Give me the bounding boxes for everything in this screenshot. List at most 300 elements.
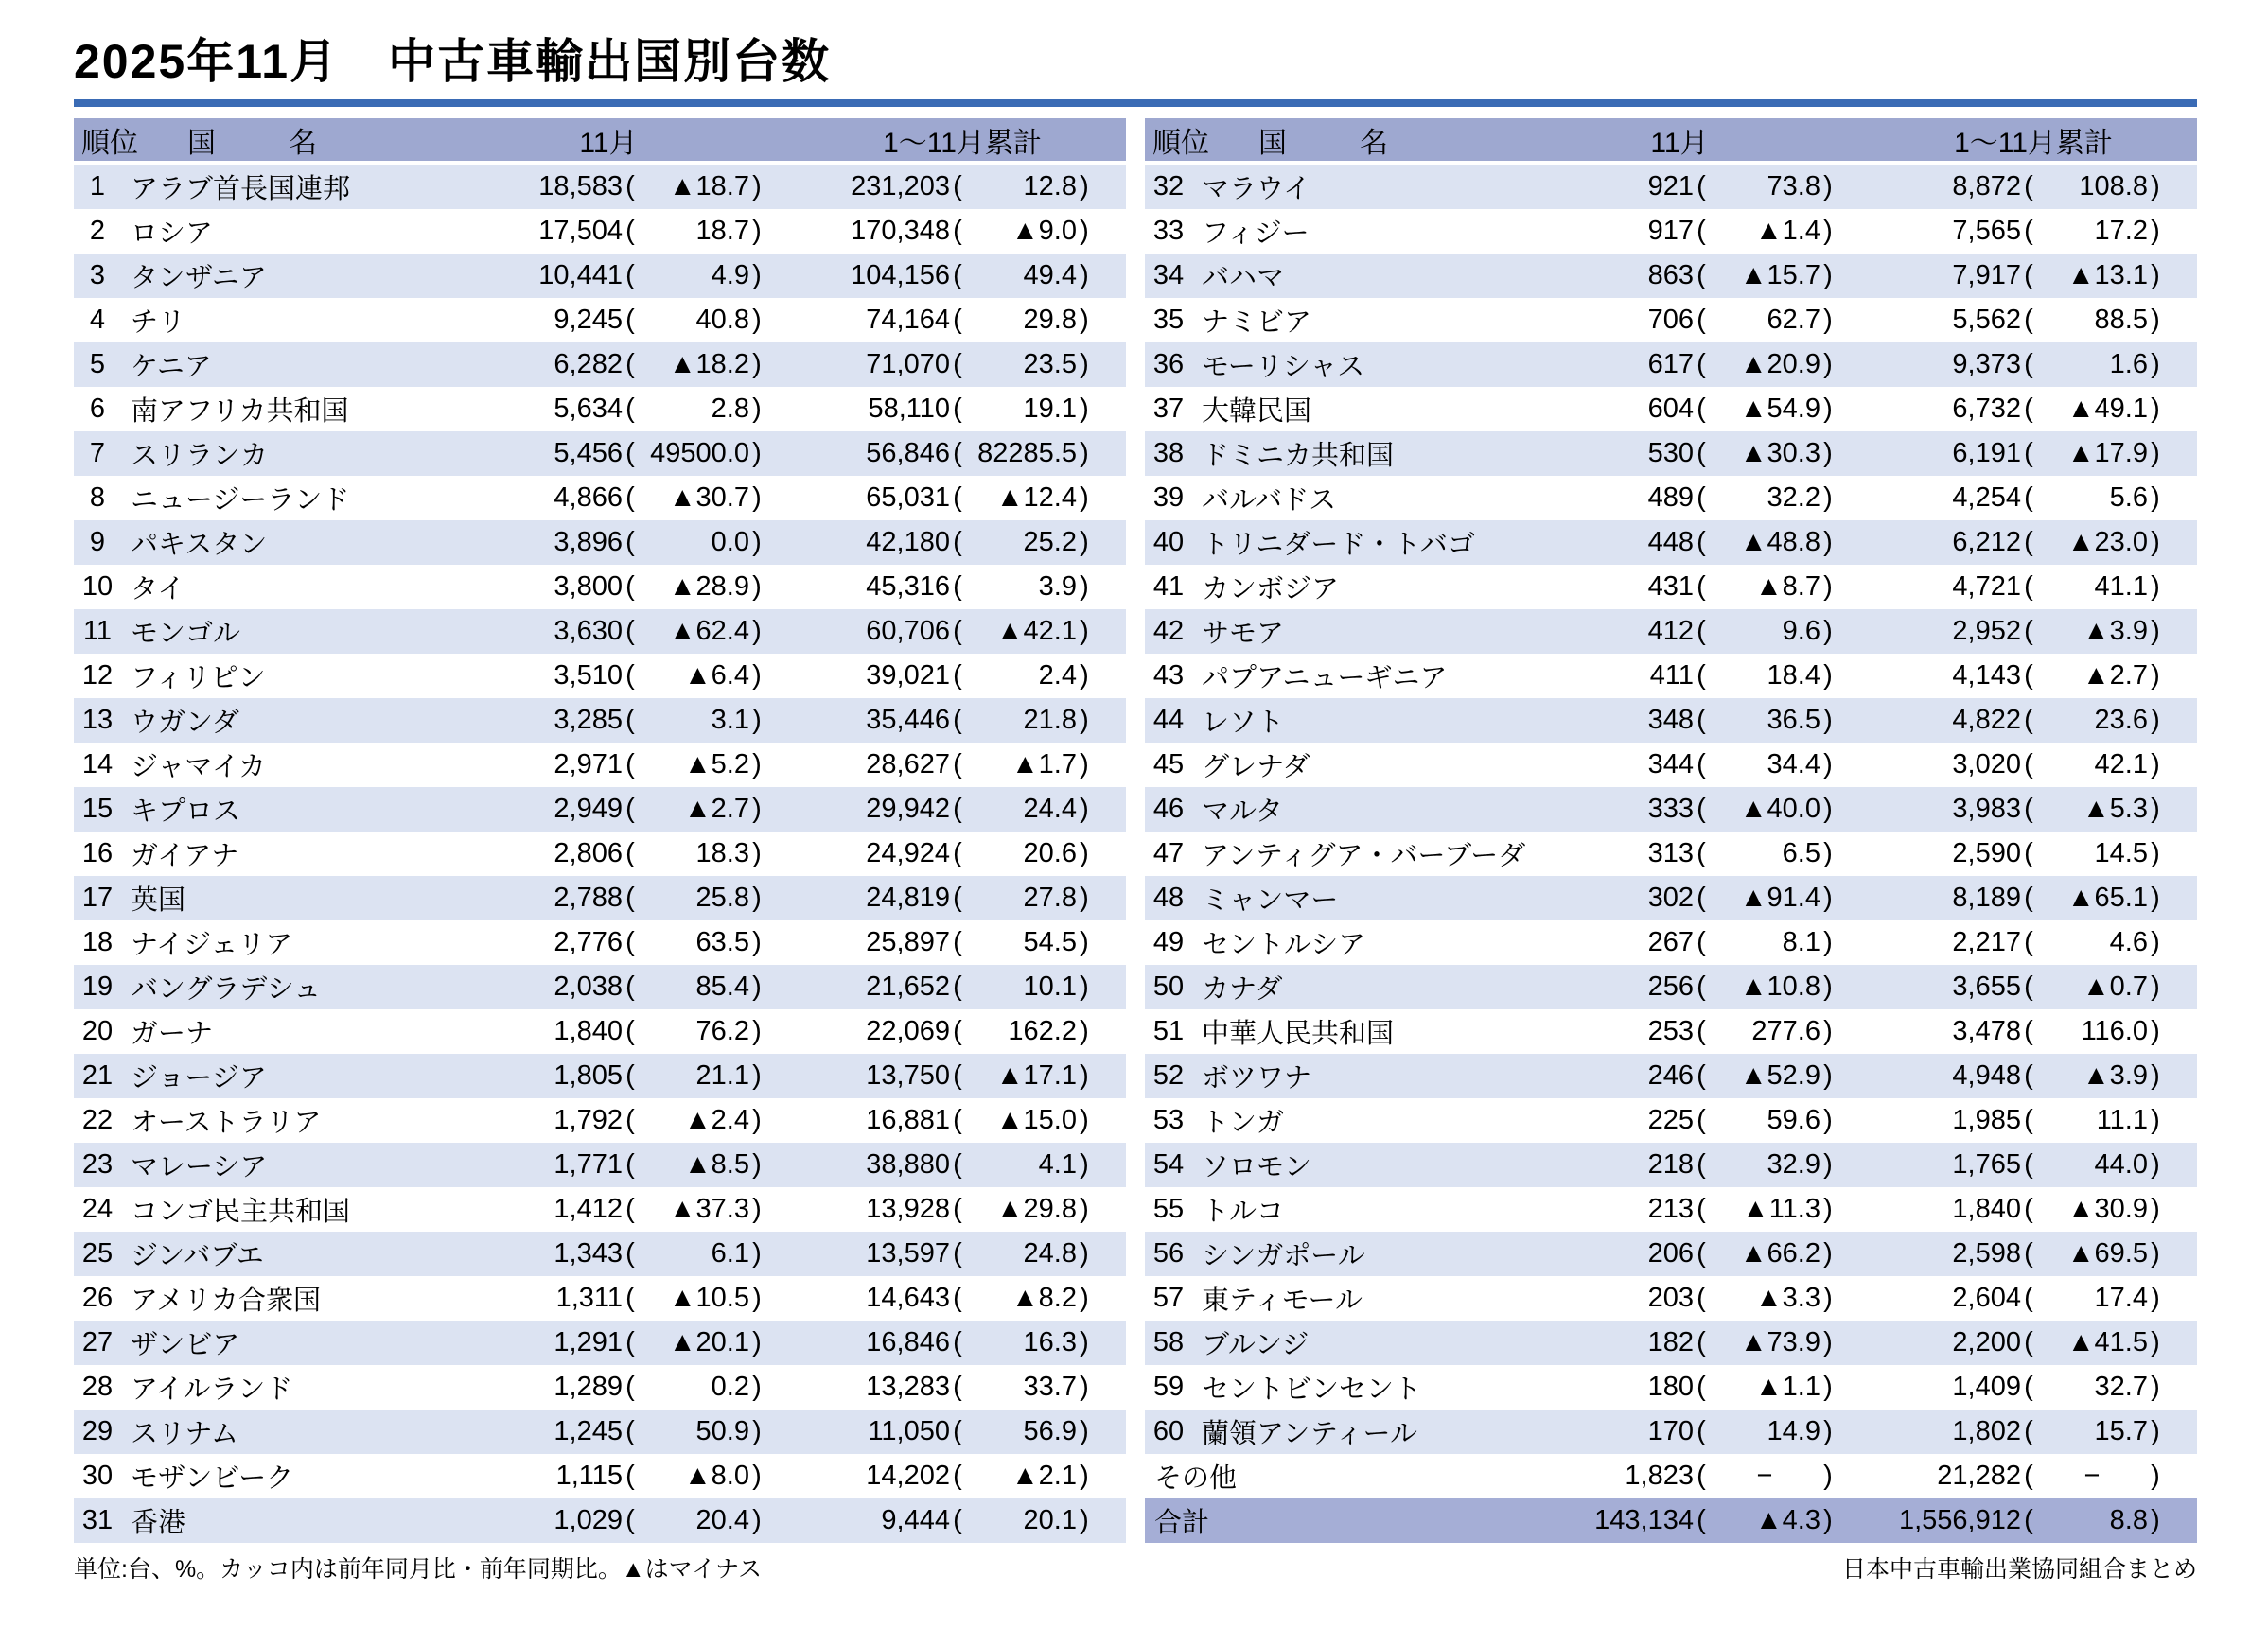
percent-change: ▲10.8 <box>1739 972 1820 1002</box>
rank-cell: 31 <box>81 1505 114 1535</box>
rank-cell: 26 <box>81 1283 114 1313</box>
table-row <box>1145 1009 2197 1054</box>
november-cell <box>1523 749 1836 780</box>
open-paren: ( <box>625 1283 635 1313</box>
november-cell <box>1523 1505 1836 1536</box>
close-paren: ) <box>1080 972 1089 1002</box>
close-paren: ) <box>1823 1505 1833 1535</box>
table-row <box>74 1454 1126 1498</box>
percent-change: 62.7 <box>1767 305 1820 335</box>
percent-change: ▲23.0 <box>2066 527 2148 557</box>
rank-cell: 13 <box>81 705 114 735</box>
value: 16,846 <box>866 1327 950 1357</box>
percent-change: ▲65.1 <box>2066 883 2148 913</box>
country-cell: バングラデシュ <box>131 974 322 1005</box>
value: 1,291 <box>554 1327 623 1357</box>
november-cell <box>452 571 765 603</box>
cumulative-cell <box>1836 394 2197 425</box>
november-cell <box>1523 438 1836 469</box>
open-paren: ( <box>2024 1105 2033 1135</box>
country-cell: ニュージーランド <box>131 485 350 516</box>
table-row <box>1145 832 2197 876</box>
close-paren: ) <box>1080 616 1089 646</box>
percent-change: ▲2.1 <box>1011 1461 1077 1491</box>
percent-change: 10.1 <box>1023 972 1077 1002</box>
open-paren: ( <box>2024 305 2033 335</box>
value: 1,840 <box>1952 1194 2021 1224</box>
table-header <box>74 118 1126 161</box>
value: 21,282 <box>1937 1461 2021 1491</box>
close-paren: ) <box>752 972 762 1002</box>
close-paren: ) <box>2151 438 2160 468</box>
percent-change: 2.4 <box>1038 660 1077 691</box>
percent-change: 24.8 <box>1023 1238 1077 1269</box>
percent-change: ▲8.7 <box>1754 571 1820 602</box>
value: 206 <box>1647 1238 1694 1269</box>
november-cell <box>452 1149 765 1181</box>
percent-change: 12.8 <box>1023 171 1077 201</box>
open-paren: ( <box>953 349 962 379</box>
rank-cell: 24 <box>81 1194 114 1224</box>
open-paren: ( <box>2024 1461 2033 1491</box>
open-paren: ( <box>2024 883 2033 913</box>
open-paren: ( <box>625 616 635 646</box>
close-paren: ) <box>1823 883 1833 913</box>
value: 225 <box>1647 1105 1694 1135</box>
close-paren: ) <box>2151 1016 2160 1046</box>
value: 253 <box>1647 1016 1694 1046</box>
rank-cell: 10 <box>81 571 114 602</box>
november-cell <box>452 305 765 336</box>
cumulative-cell <box>765 216 1126 247</box>
percent-change: 32.9 <box>1767 1149 1820 1180</box>
value: 1,029 <box>554 1505 623 1535</box>
open-paren: ( <box>953 438 962 468</box>
november-cell <box>1523 571 1836 603</box>
close-paren: ) <box>1080 260 1089 290</box>
open-paren: ( <box>625 1238 635 1269</box>
close-paren: ) <box>2151 1283 2160 1313</box>
close-paren: ) <box>2151 527 2160 557</box>
rank-cell: 43 <box>1152 660 1185 691</box>
close-paren: ) <box>752 260 762 290</box>
value: 6,732 <box>1952 394 2021 424</box>
table-row <box>1145 1187 2197 1232</box>
close-paren: ) <box>752 660 762 691</box>
close-paren: ) <box>2151 1461 2160 1491</box>
november-cell <box>1523 394 1836 425</box>
close-paren: ) <box>752 883 762 913</box>
percent-change: 50.9 <box>695 1416 749 1446</box>
table-row <box>1145 387 2197 431</box>
cumulative-cell <box>765 794 1126 825</box>
table-row <box>1145 520 2197 565</box>
open-paren: ( <box>1697 171 1706 201</box>
value: 3,510 <box>554 660 623 691</box>
close-paren: ) <box>1823 972 1833 1002</box>
tables-wrap <box>74 118 2197 1543</box>
country-cell: セントビンセント <box>1202 1375 1422 1405</box>
value: 3,478 <box>1952 1016 2021 1046</box>
rank-cell: 56 <box>1152 1238 1185 1269</box>
footnote-units: 単位:台、%。カッコ内は前年同月比・前年同期比。▲はマイナス <box>74 1556 763 1583</box>
open-paren: ( <box>2024 838 2033 868</box>
value: 4,143 <box>1952 660 2021 691</box>
value: 71,070 <box>866 349 950 379</box>
percent-change: ▲12.4 <box>995 482 1077 513</box>
close-paren: ) <box>1080 216 1089 246</box>
value: 60,706 <box>866 616 950 646</box>
open-paren: ( <box>625 927 635 957</box>
open-paren: ( <box>953 1238 962 1269</box>
value: 28,627 <box>866 749 950 779</box>
percent-change: 59.6 <box>1767 1105 1820 1135</box>
november-cell <box>452 838 765 869</box>
country-cell: マレーシア <box>131 1152 268 1182</box>
rank-cell: 20 <box>81 1016 114 1046</box>
close-paren: ) <box>1080 171 1089 201</box>
close-paren: ) <box>2151 794 2160 824</box>
open-paren: ( <box>625 1060 635 1091</box>
open-paren: ( <box>953 1283 962 1313</box>
rank-cell: 18 <box>81 927 114 957</box>
value: 1,409 <box>1952 1372 2021 1402</box>
col-header-rank: 順位 <box>1152 127 1209 159</box>
close-paren: ) <box>752 171 762 201</box>
close-paren: ) <box>752 1194 762 1224</box>
open-paren: ( <box>1697 1283 1706 1313</box>
open-paren: ( <box>625 260 635 290</box>
percent-change: ▲30.3 <box>1739 438 1820 468</box>
cumulative-cell <box>765 1060 1126 1092</box>
value: 1,343 <box>554 1238 623 1269</box>
value: 14,643 <box>866 1283 950 1313</box>
percent-change: ▲40.0 <box>1739 794 1820 824</box>
value: 256 <box>1647 972 1694 1002</box>
open-paren: ( <box>1697 660 1706 691</box>
open-paren: ( <box>1697 1105 1706 1135</box>
percent-change: 20.1 <box>1023 1505 1077 1535</box>
percent-change: ▲13.1 <box>2066 260 2148 290</box>
country-cell: コンゴ民主共和国 <box>131 1197 351 1227</box>
table-row <box>1145 654 2197 698</box>
percent-change: ▲73.9 <box>1739 1327 1820 1357</box>
open-paren: ( <box>953 1327 962 1357</box>
close-paren: ) <box>1080 838 1089 868</box>
open-paren: ( <box>2024 438 2033 468</box>
table-body-right <box>1145 165 2197 1543</box>
rank-cell: 44 <box>1152 705 1185 735</box>
close-paren: ) <box>1823 838 1833 868</box>
open-paren: ( <box>2024 972 2033 1002</box>
open-paren: ( <box>1697 838 1706 868</box>
cumulative-cell <box>765 660 1126 692</box>
country-cell: レソト <box>1202 708 1285 738</box>
close-paren: ) <box>1823 1461 1833 1491</box>
country-cell: バハマ <box>1202 263 1285 293</box>
rank-cell: 36 <box>1152 349 1185 379</box>
close-paren: ) <box>1080 1105 1089 1135</box>
country-cell: アラブ首長国連邦 <box>131 174 351 204</box>
value: 4,254 <box>1952 482 2021 513</box>
november-cell <box>1523 794 1836 825</box>
percent-change: 11.1 <box>2096 1105 2148 1135</box>
percent-change: ▲37.3 <box>668 1194 749 1224</box>
country-cell: ナミビア <box>1202 307 1312 338</box>
close-paren: ) <box>2151 571 2160 602</box>
rank-cell: 30 <box>81 1461 114 1491</box>
november-cell <box>452 260 765 291</box>
open-paren: ( <box>625 171 635 201</box>
footnotes <box>74 1550 2197 1585</box>
close-paren: ) <box>2151 1238 2160 1269</box>
percent-change: 2.8 <box>711 394 749 424</box>
open-paren: ( <box>953 927 962 957</box>
table-row <box>74 1365 1126 1410</box>
rank-cell: 7 <box>89 438 106 468</box>
country-cell: 南アフリカ共和国 <box>131 396 349 427</box>
cumulative-cell <box>1836 1461 2197 1492</box>
country-cell: ミャンマー <box>1202 885 1339 916</box>
value: 2,217 <box>1952 927 2021 957</box>
country-cell: トリニダード・トバゴ <box>1202 530 1475 560</box>
open-paren: ( <box>625 438 635 468</box>
value: 13,928 <box>866 1194 950 1224</box>
page-title: 2025年11月 中古車輸出国別台数 <box>74 35 832 88</box>
close-paren: ) <box>752 794 762 824</box>
open-paren: ( <box>953 482 962 513</box>
value: 218 <box>1647 1149 1694 1180</box>
november-cell <box>452 749 765 780</box>
rank-cell: 23 <box>81 1149 114 1180</box>
value: 104,156 <box>851 260 950 290</box>
table-row <box>1145 1276 2197 1321</box>
november-cell <box>452 972 765 1003</box>
table-row <box>74 965 1126 1009</box>
rank-cell: 3 <box>89 260 106 290</box>
country-cell: 大韓民国 <box>1202 396 1312 427</box>
rank-cell: 42 <box>1152 616 1185 646</box>
value: 74,164 <box>866 305 950 335</box>
table-row <box>74 743 1126 787</box>
percent-change: 20.6 <box>1023 838 1077 868</box>
percent-change: 85.4 <box>695 972 749 1002</box>
percent-change: 3.9 <box>1038 571 1077 602</box>
value: 2,788 <box>554 883 623 913</box>
value: 8,872 <box>1952 171 2021 201</box>
close-paren: ) <box>752 749 762 779</box>
col-header-country: 国名 <box>1258 127 1461 159</box>
value: 448 <box>1647 527 1694 557</box>
close-paren: ) <box>1080 1060 1089 1091</box>
open-paren: ( <box>625 883 635 913</box>
close-paren: ) <box>1823 1149 1833 1180</box>
value: 58,110 <box>868 394 950 424</box>
november-cell <box>452 171 765 202</box>
table-row <box>74 1498 1126 1543</box>
country-cell: 蘭領アンティール <box>1202 1419 1417 1449</box>
country-cell: ジンバブエ <box>131 1241 264 1271</box>
cumulative-cell <box>765 260 1126 291</box>
open-paren: ( <box>1697 1016 1706 1046</box>
close-paren: ) <box>2151 749 2160 779</box>
row-label: その他 <box>1154 1463 1238 1494</box>
cumulative-cell <box>765 1372 1126 1403</box>
percent-change: 76.2 <box>695 1016 749 1046</box>
cumulative-cell <box>1836 1372 2197 1403</box>
open-paren: ( <box>2024 705 2033 735</box>
percent-change: ▲28.9 <box>668 571 749 602</box>
country-cell: ケニア <box>131 352 212 382</box>
col-header-rank: 順位 <box>81 127 138 159</box>
percent-change: 21.1 <box>695 1060 749 1091</box>
open-paren: ( <box>625 749 635 779</box>
table-row <box>1145 1321 2197 1365</box>
percent-change: ▲2.7 <box>2082 660 2148 691</box>
table-row <box>1145 298 2197 342</box>
open-paren: ( <box>625 972 635 1002</box>
table-row <box>1145 1410 2197 1454</box>
november-cell <box>452 438 765 469</box>
close-paren: ) <box>752 1327 762 1357</box>
open-paren: ( <box>625 1416 635 1446</box>
percent-change: ▲1.7 <box>1011 749 1077 779</box>
november-cell <box>452 660 765 692</box>
percent-change: ▲15.7 <box>1739 260 1820 290</box>
open-paren: ( <box>1697 394 1706 424</box>
close-paren: ) <box>1080 1149 1089 1180</box>
close-paren: ) <box>2151 616 2160 646</box>
rank-cell: 39 <box>1152 482 1185 513</box>
open-paren: ( <box>2024 1416 2033 1446</box>
november-cell <box>452 1060 765 1092</box>
table-row <box>74 1410 1126 1454</box>
value: 706 <box>1647 305 1694 335</box>
percent-change: ▲5.2 <box>683 749 749 779</box>
table-row <box>74 209 1126 254</box>
percent-change: ▲49.1 <box>2066 394 2148 424</box>
percent-change: 29.8 <box>1023 305 1077 335</box>
table-row <box>1145 743 2197 787</box>
table-row <box>1145 476 2197 520</box>
table-row <box>1145 565 2197 609</box>
percent-change: 34.4 <box>1767 749 1820 779</box>
close-paren: ) <box>2151 972 2160 1002</box>
rank-cell: 2 <box>89 216 106 246</box>
rank-cell: 17 <box>81 883 114 913</box>
cumulative-cell <box>765 171 1126 202</box>
value: 2,598 <box>1952 1238 2021 1269</box>
percent-change: ▲4.3 <box>1754 1505 1820 1535</box>
close-paren: ) <box>2151 216 2160 246</box>
close-paren: ) <box>1823 349 1833 379</box>
rank-cell: 54 <box>1152 1149 1185 1180</box>
open-paren: ( <box>625 1105 635 1135</box>
value: 411 <box>1649 660 1694 691</box>
percent-change: 108.8 <box>2079 171 2148 201</box>
rank-cell: 37 <box>1152 394 1185 424</box>
november-cell <box>1523 1283 1836 1314</box>
open-paren: ( <box>953 260 962 290</box>
rank-cell: 11 <box>82 616 113 646</box>
percent-change: 18.7 <box>695 216 749 246</box>
open-paren: ( <box>1697 260 1706 290</box>
open-paren: ( <box>953 794 962 824</box>
open-paren: ( <box>953 616 962 646</box>
close-paren: ) <box>2151 883 2160 913</box>
open-paren: ( <box>1697 1372 1706 1402</box>
close-paren: ) <box>1080 1327 1089 1357</box>
cumulative-cell <box>1836 972 2197 1003</box>
percent-change: 32.7 <box>2094 1372 2148 1402</box>
cumulative-cell <box>765 927 1126 958</box>
rank-cell: 51 <box>1152 1016 1185 1046</box>
table-row <box>74 832 1126 876</box>
open-paren: ( <box>625 216 635 246</box>
close-paren: ) <box>752 1461 762 1491</box>
open-paren: ( <box>625 482 635 513</box>
export-table-left <box>74 118 1126 1543</box>
open-paren: ( <box>2024 171 2033 201</box>
close-paren: ) <box>1080 438 1089 468</box>
value: 13,750 <box>866 1060 950 1091</box>
close-paren: ) <box>1823 305 1833 335</box>
november-cell <box>452 1416 765 1447</box>
percent-change: 1.6 <box>2109 349 2148 379</box>
close-paren: ) <box>752 1505 762 1535</box>
table-row <box>1145 1365 2197 1410</box>
close-paren: ) <box>752 1060 762 1091</box>
november-cell <box>452 794 765 825</box>
value: 1,985 <box>1952 1105 2021 1135</box>
value: 2,776 <box>554 927 623 957</box>
close-paren: ) <box>1823 616 1833 646</box>
open-paren: ( <box>2024 260 2033 290</box>
country-cell: パキスタン <box>131 530 268 560</box>
table-row <box>74 476 1126 520</box>
cumulative-cell <box>765 749 1126 780</box>
value: 14,202 <box>866 1461 950 1491</box>
percent-change: ▲30.7 <box>668 482 749 513</box>
value: 1,311 <box>555 1283 623 1313</box>
value: 35,446 <box>866 705 950 735</box>
rank-cell: 12 <box>81 660 114 691</box>
open-paren: ( <box>2024 749 2033 779</box>
percent-change: ▲20.9 <box>1739 349 1820 379</box>
percent-change: ▲17.1 <box>995 1060 1077 1091</box>
value: 22,069 <box>866 1016 950 1046</box>
rank-cell: 21 <box>81 1060 114 1091</box>
country-cell: タイ <box>131 574 185 604</box>
value: 2,590 <box>1952 838 2021 868</box>
november-cell <box>1523 972 1836 1003</box>
open-paren: ( <box>2024 1016 2033 1046</box>
value: 412 <box>1647 616 1694 646</box>
value: 42,180 <box>866 527 950 557</box>
cumulative-cell <box>765 1016 1126 1047</box>
rank-cell: 45 <box>1152 749 1185 779</box>
percent-change: ▲17.9 <box>2066 438 2148 468</box>
table-row <box>1145 965 2197 1009</box>
cumulative-cell <box>765 883 1126 914</box>
open-paren: ( <box>625 1505 635 1535</box>
country-cell: キプロス <box>131 797 241 827</box>
percent-change: 4.6 <box>2109 927 2148 957</box>
cumulative-cell <box>765 394 1126 425</box>
value: 1,771 <box>554 1149 623 1180</box>
open-paren: ( <box>625 349 635 379</box>
value: 9,444 <box>881 1505 950 1535</box>
